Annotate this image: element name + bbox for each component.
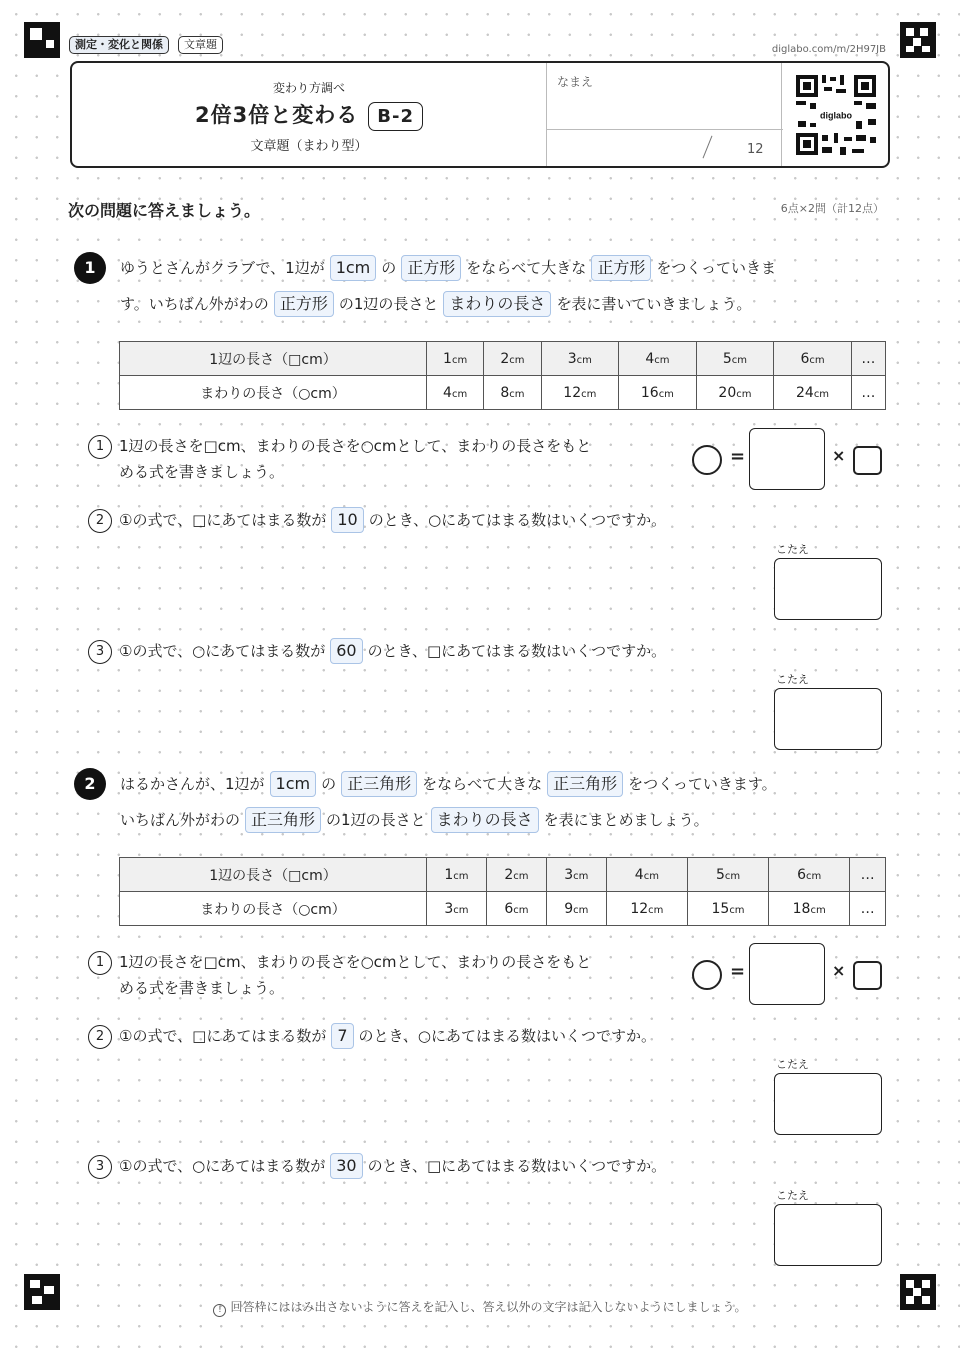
table-cell — [696, 342, 774, 376]
text-segment: いちばん外がわの — [120, 811, 241, 829]
highlight-term: 1cm — [330, 255, 377, 281]
subquestion-line: 1辺の長さを□cm、まわりの長さを○cmとして、まわりの長さをもと — [119, 953, 592, 971]
formula-answer — [692, 943, 884, 1005]
text-segment: をつくっていきま — [656, 259, 777, 277]
category-tag: 測定・変化と関係 — [69, 36, 169, 54]
table-row — [120, 858, 886, 892]
table-cell — [546, 858, 606, 892]
table-cell — [541, 376, 619, 410]
highlight-term: 正方形 — [401, 255, 461, 281]
subquestion-number: 1 — [88, 951, 112, 975]
cell-value: 18 — [792, 900, 811, 917]
text-segment: のとき、□にあてはまる数はいくつですか。 — [367, 1157, 667, 1175]
table-cell — [427, 376, 484, 410]
highlight-term: 正方形 — [591, 255, 651, 281]
answer-label: こたえ — [776, 1058, 809, 1071]
cell-unit: cm — [453, 904, 469, 916]
problem-line-1 — [120, 250, 890, 286]
cell-value: 12 — [563, 384, 582, 401]
table-cell — [427, 342, 484, 376]
subquestion-line: める式を書きましょう。 — [119, 979, 285, 997]
answer-box[interactable] — [774, 1073, 882, 1135]
name-label: なまえ — [557, 75, 594, 89]
circle-symbol — [692, 960, 722, 990]
problem-number: 1 — [74, 252, 106, 284]
table-cell — [696, 376, 774, 410]
problem-line-2 — [120, 802, 890, 838]
cell-unit: cm — [736, 388, 752, 400]
worksheet-title — [72, 99, 546, 131]
highlight-term: 正三角形 — [547, 771, 623, 797]
title-area — [72, 63, 546, 166]
qr-label: diglabo — [820, 110, 852, 121]
table-cell — [484, 376, 541, 410]
level-code: B-2 — [368, 102, 423, 131]
subquestion-number: 2 — [88, 509, 112, 533]
table-cell — [541, 342, 619, 376]
corner-marker-top-right — [900, 22, 936, 58]
cell-unit: cm — [573, 904, 589, 916]
given-value: 7 — [331, 1023, 353, 1049]
text-segment: のとき、○にあてはまる数はいくつですか。 — [358, 1027, 657, 1045]
text-segment: をつくっていきます。 — [628, 775, 777, 793]
cell-value: 2 — [500, 350, 510, 367]
cell-value: 8 — [500, 384, 510, 401]
square-symbol — [853, 446, 882, 475]
cell-value: 6 — [797, 866, 806, 883]
cell-value: 1 — [443, 350, 452, 367]
table-cell — [774, 376, 852, 410]
formula-input-box[interactable] — [749, 943, 825, 1005]
subquestion-text — [119, 433, 591, 485]
instruction: 次の問題に答えましょう。 — [68, 201, 261, 220]
text-segment: の1辺の長さと — [326, 811, 426, 829]
table-cell — [619, 376, 697, 410]
data-table — [119, 857, 886, 926]
cell-unit: cm — [806, 870, 822, 882]
site-url: diglabo.com/m/2H97JB — [771, 44, 886, 55]
problem-text — [120, 766, 890, 838]
text-segment: を表にまとめましょう。 — [543, 811, 709, 829]
table-cell — [774, 342, 852, 376]
cell-unit: cm — [643, 870, 659, 882]
square-symbol — [853, 961, 882, 990]
cell-unit: cm — [810, 904, 826, 916]
problem-line-1 — [120, 766, 890, 802]
table-row — [120, 342, 886, 376]
table-cell — [606, 858, 687, 892]
times-sign: × — [832, 961, 846, 980]
formula-input-box[interactable] — [749, 428, 825, 490]
table-row-label: まわりの長さ（○cm） — [120, 376, 427, 410]
cell-unit: cm — [509, 354, 525, 366]
answer-label: こたえ — [776, 543, 809, 556]
table-row — [120, 892, 886, 926]
cell-value: 3 — [567, 350, 577, 367]
table-row — [120, 376, 886, 410]
given-value: 10 — [331, 507, 363, 533]
answer-box[interactable] — [774, 688, 882, 750]
subquestion-number: 3 — [88, 1155, 112, 1179]
cell-unit: cm — [731, 354, 748, 366]
given-value: 30 — [330, 1153, 362, 1179]
problem-line-2 — [120, 286, 890, 322]
worksheet-type: 文章題（まわり型） — [250, 139, 368, 154]
text-segment: の — [381, 259, 397, 277]
equals-sign: = — [730, 961, 746, 982]
name-divider — [547, 129, 783, 130]
highlight-term: まわりの長さ — [431, 807, 539, 833]
cell-value: 6 — [504, 900, 514, 917]
subquestion-number: 3 — [88, 640, 112, 664]
text-segment: の1辺の長さと — [338, 295, 439, 313]
table-cell — [484, 342, 541, 376]
highlight-term: まわりの長さ — [443, 291, 551, 317]
worksheet-subtitle: 変わり方調べ — [272, 81, 345, 95]
text-segment: ①の式で、□にあてはまる数が — [119, 511, 327, 529]
equals-sign: = — [730, 446, 746, 467]
highlight-term: 1cm — [270, 771, 317, 797]
cell-value: 5 — [715, 866, 725, 883]
text-segment: ①の式で、○にあてはまる数が — [119, 642, 326, 660]
table-ellipsis: … — [851, 342, 885, 376]
text-segment: の — [321, 775, 337, 793]
text-segment: をならべて大きな — [466, 259, 587, 277]
cell-value: 9 — [564, 900, 574, 917]
name-score-area — [546, 63, 782, 166]
subquestion-number: 1 — [88, 435, 112, 459]
table-cell — [486, 858, 546, 892]
info-icon: ! — [213, 1304, 226, 1317]
data-table — [119, 341, 886, 410]
table-ellipsis: … — [850, 892, 886, 926]
answer-label: こたえ — [776, 673, 809, 686]
table-cell — [486, 892, 546, 926]
qr-code-icon — [794, 73, 878, 157]
subquestion-text — [119, 638, 666, 664]
table-cell — [427, 892, 487, 926]
table-row-label: 1辺の長さ（□cm） — [120, 858, 427, 892]
cell-value: 4 — [443, 384, 452, 401]
cell-unit: cm — [451, 388, 468, 400]
table-cell — [546, 892, 606, 926]
text-segment: す。いちばん外がわの — [120, 295, 269, 313]
highlight-term: 正方形 — [274, 291, 334, 317]
text-segment: を表に書いていきましょう。 — [556, 295, 752, 313]
cell-unit: cm — [729, 904, 745, 916]
table-cell — [769, 858, 850, 892]
cell-unit: cm — [573, 870, 589, 882]
subquestion-text — [119, 507, 666, 533]
answer-box[interactable] — [774, 558, 882, 620]
text-segment: をならべて大きな — [422, 775, 543, 793]
cell-value: 16 — [640, 384, 659, 401]
text-segment: はるかさんが、1辺が — [120, 775, 265, 793]
cell-value: 15 — [711, 900, 730, 917]
corner-marker-top-left — [24, 22, 60, 58]
score-slash — [703, 136, 713, 159]
cell-value: 20 — [718, 384, 737, 401]
worksheet-header — [70, 61, 890, 168]
cell-unit: cm — [513, 904, 529, 916]
subquestion-number: 2 — [88, 1025, 112, 1049]
cell-value: 4 — [645, 350, 655, 367]
cell-unit: cm — [648, 904, 664, 916]
problem-text — [120, 250, 890, 322]
table-ellipsis: … — [851, 376, 885, 410]
cell-value: 12 — [630, 900, 649, 917]
circle-symbol — [692, 445, 722, 475]
cell-unit: cm — [724, 870, 741, 882]
cell-value: 3 — [444, 900, 454, 917]
answer-box[interactable] — [774, 1204, 882, 1266]
problem-number: 2 — [74, 768, 106, 800]
title-text: 2倍3倍と変わる — [195, 103, 359, 127]
times-sign: × — [832, 446, 846, 465]
highlight-term: 正三角形 — [341, 771, 417, 797]
points-info: 6点×2問（計12点） — [780, 202, 884, 215]
cell-unit: cm — [581, 388, 597, 400]
table-cell — [687, 892, 768, 926]
highlight-term: 正三角形 — [245, 807, 321, 833]
footer-text: 回答枠にははみ出さないように答えを記入し、答え以外の文字は記入しないようにしましょう。 — [230, 1300, 747, 1314]
text-segment: ゆうとさんがクラブで、1辺が — [120, 259, 325, 277]
cell-value: 2 — [504, 866, 514, 883]
cell-unit: cm — [513, 870, 529, 882]
subquestion-text — [119, 1023, 656, 1049]
table-cell — [606, 892, 687, 926]
table-ellipsis: … — [850, 858, 886, 892]
footer-note — [0, 1298, 960, 1317]
subquestion-text — [119, 1153, 666, 1179]
text-segment: ①の式で、□にあてはまる数が — [119, 1027, 327, 1045]
table-row-label: まわりの長さ（○cm） — [120, 892, 427, 926]
cell-value: 3 — [564, 866, 574, 883]
type-tag: 文章題 — [178, 36, 223, 54]
table-cell — [619, 342, 697, 376]
text-segment: のとき、□にあてはまる数はいくつですか。 — [367, 642, 667, 660]
text-segment: ①の式で、○にあてはまる数が — [119, 1157, 326, 1175]
cell-value: 4 — [634, 866, 644, 883]
cell-unit: cm — [809, 354, 825, 366]
cell-value: 5 — [722, 350, 732, 367]
cell-value: 1 — [444, 866, 454, 883]
cell-unit: cm — [654, 354, 670, 366]
cell-unit: cm — [576, 354, 592, 366]
text-segment: のとき、○にあてはまる数はいくつですか。 — [368, 511, 667, 529]
subquestion-text — [119, 949, 591, 1001]
cell-unit: cm — [658, 388, 674, 400]
subquestion-line: める式を書きましょう。 — [119, 463, 285, 481]
table-cell — [427, 858, 487, 892]
score-total: 12 — [747, 142, 764, 157]
cell-unit: cm — [509, 388, 525, 400]
cell-unit: cm — [451, 354, 468, 366]
subquestion-line: 1辺の長さを□cm、まわりの長さを○cmとして、まわりの長さをもと — [119, 437, 592, 455]
cell-value: 6 — [800, 350, 810, 367]
table-cell — [687, 858, 768, 892]
cell-unit: cm — [813, 388, 830, 400]
cell-value: 24 — [795, 384, 814, 401]
answer-label: こたえ — [776, 1189, 809, 1202]
cell-unit: cm — [453, 870, 469, 882]
table-row-label: 1辺の長さ（□cm） — [120, 342, 427, 376]
given-value: 60 — [330, 638, 362, 664]
formula-answer — [692, 428, 884, 490]
table-cell — [769, 892, 850, 926]
